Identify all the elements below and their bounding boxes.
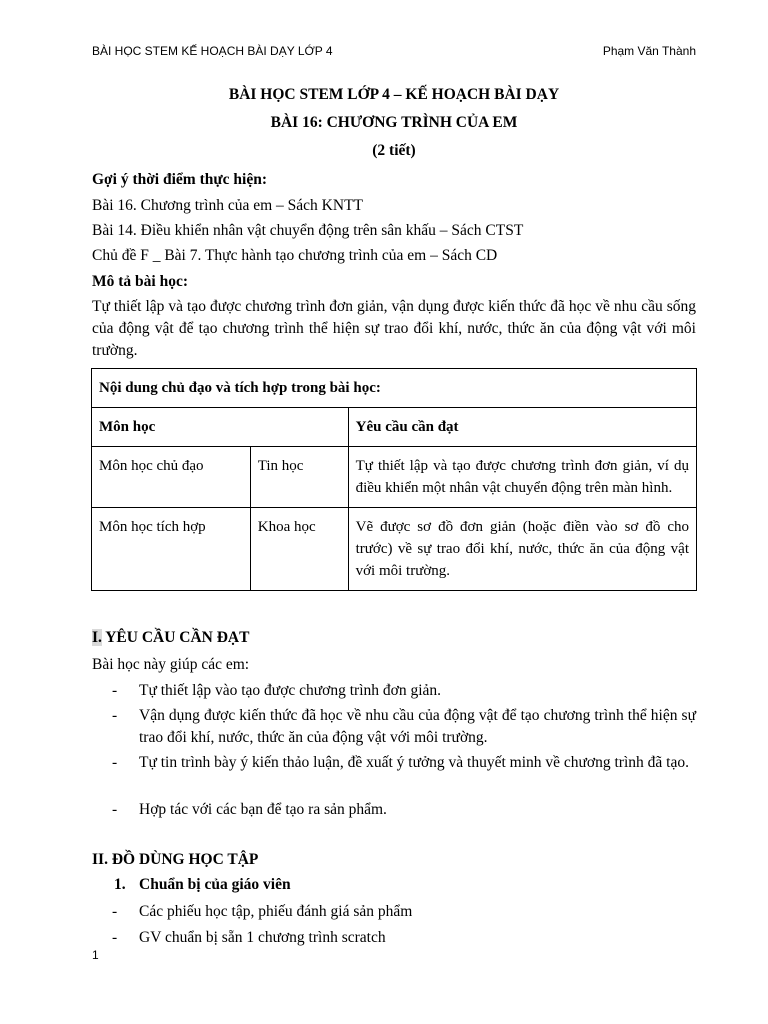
table-header-row xyxy=(92,408,697,447)
list-item xyxy=(112,901,696,923)
subject-name-cell: Khoa học xyxy=(250,508,348,591)
requirement-cell: Vẽ được sơ đồ đơn giản (hoặc điền vào sơ đồ cho trước) về sự trao đổi khí, nước, thức ăn của động vật với môi trường. xyxy=(348,508,696,591)
list-dash: - xyxy=(112,929,118,946)
list-item xyxy=(112,927,696,949)
table-caption-row xyxy=(92,369,697,408)
requirement-cell: Tự thiết lập và tạo được chương trình đơn giản, ví dụ điều khiển một nhân vật chuyển động trên màn hình. xyxy=(348,447,696,508)
section-1-intro: Bài học này giúp các em: xyxy=(92,656,250,673)
timing-item: Bài 16. Chương trình của em – Sách KNTT xyxy=(92,197,364,214)
subject-name-cell: Tin học xyxy=(250,447,348,508)
list-item xyxy=(112,680,696,702)
list-dash: - xyxy=(112,707,118,724)
list-item xyxy=(112,799,696,821)
column-header-subject: Môn học xyxy=(92,408,349,447)
section-1-numeral: I. xyxy=(92,629,102,646)
subject-type-cell: Môn học tích hợp xyxy=(92,508,251,591)
lesson-title: BÀI 16: CHƯƠNG TRÌNH CỦA EM xyxy=(270,114,518,131)
page-header-right: Phạm Văn Thành xyxy=(602,44,696,58)
list-item-text: Các phiếu học tập, phiếu đánh giá sản phẩm xyxy=(139,903,413,920)
list-dash: - xyxy=(112,903,118,920)
document-title: BÀI HỌC STEM LỚP 4 – KẾ HOẠCH BÀI DẠY xyxy=(228,86,560,103)
page-header-left: BÀI HỌC STEM KẾ HOẠCH BÀI DẠY LỚP 4 xyxy=(92,44,333,58)
section-2-heading: II. ĐỒ DÙNG HỌC TẬP xyxy=(92,851,259,868)
column-header-requirement: Yêu cầu cần đạt xyxy=(348,408,696,447)
section-1-title: YÊU CẦU CẦN ĐẠT xyxy=(101,629,250,646)
subsection-title: Chuẩn bị của giáo viên xyxy=(139,876,291,893)
subsection-number: 1. xyxy=(114,876,126,893)
timing-item: Bài 14. Điều khiển nhân vật chuyển động trên sân khấu – Sách CTST xyxy=(92,222,524,239)
lesson-duration: (2 tiết) xyxy=(372,142,416,159)
list-item-text: GV chuẩn bị sẵn 1 chương trình scratch xyxy=(139,929,386,946)
subject-table xyxy=(91,368,697,591)
table-row xyxy=(92,508,697,591)
list-dash: - xyxy=(112,801,118,818)
table-caption: Nội dung chủ đạo và tích hợp trong bài học: xyxy=(92,369,697,408)
section-1-heading xyxy=(92,629,249,647)
list-dash: - xyxy=(112,682,118,699)
list-item-text: Vận dụng được kiến thức đã học về nhu cầu của động vật để tạo chương trình thể hiện sự trao đổi khí, nước, thức ăn của động vật với môi trường. xyxy=(139,707,696,746)
list-item xyxy=(112,705,696,749)
description-text: Tự thiết lập và tạo được chương trình đơn giản, vận dụng được kiến thức đã học về nhu cầu sống của động vật để tạo chương trình thể hiện sự trao đổi khí, nước, thức ăn của động vật với môi trường. xyxy=(92,298,696,359)
table-row xyxy=(92,447,697,508)
timing-item: Chủ đề F _ Bài 7. Thực hành tạo chương trình của em – Sách CD xyxy=(92,247,498,264)
subject-type-cell: Môn học chủ đạo xyxy=(92,447,251,508)
list-item-text: Tự tin trình bày ý kiến thảo luận, đề xuất ý tưởng và thuyết minh về chương trình đã tạo. xyxy=(139,754,689,771)
list-dash: - xyxy=(112,754,118,771)
list-item-text: Hợp tác với các bạn để tạo ra sản phẩm. xyxy=(139,801,387,818)
timing-heading: Gợi ý thời điểm thực hiện: xyxy=(92,171,268,188)
description-heading: Mô tả bài học: xyxy=(92,273,189,290)
list-item xyxy=(112,752,696,774)
list-item-text: Tự thiết lập vào tạo được chương trình đơn giản. xyxy=(139,682,442,699)
page-number: 1 xyxy=(92,948,99,962)
